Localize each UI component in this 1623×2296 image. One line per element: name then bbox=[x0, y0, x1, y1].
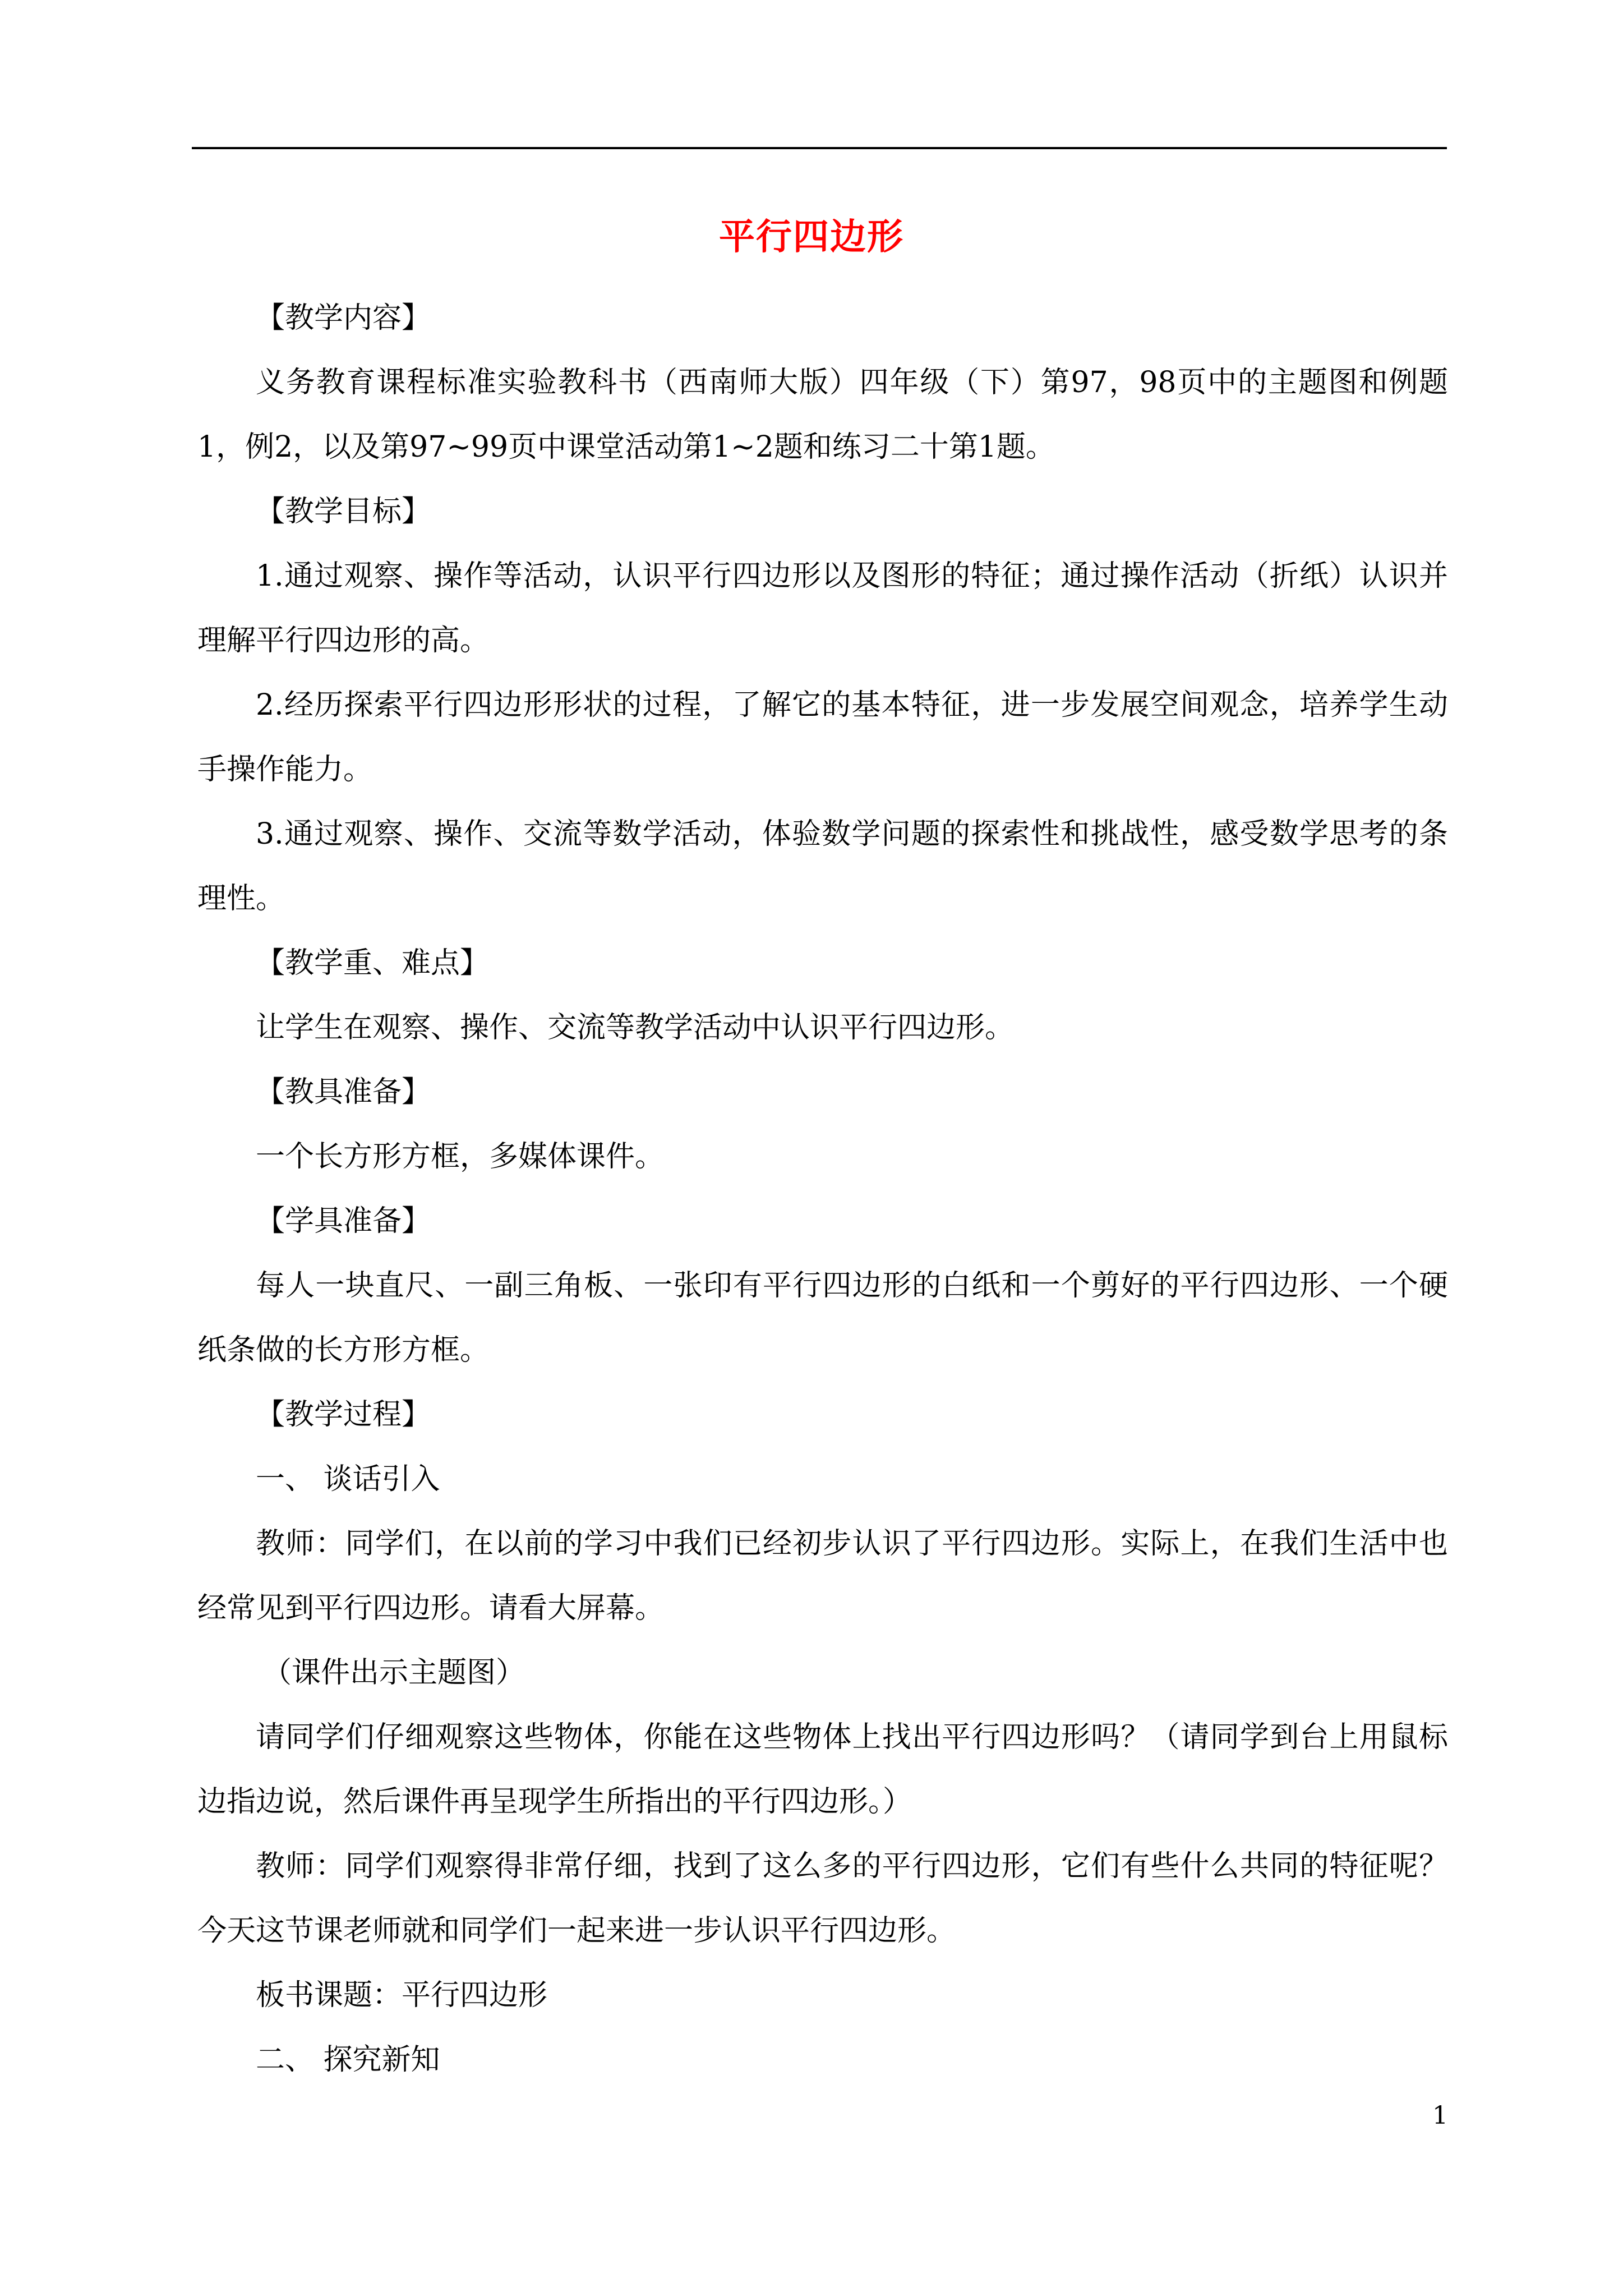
process-step-2-heading: 二、 探究新知 bbox=[256, 2043, 440, 2077]
process-step-1-heading: 一、 谈话引入 bbox=[256, 1462, 440, 1496]
document-title: 平行四边形 bbox=[719, 216, 904, 258]
objective-2: 2.经历探索平行四边形形状的过程，了解它的基本特征，进一步发展空间观念，培养学生动手操作能力。 bbox=[197, 688, 1448, 786]
teacher-intro-paragraph: 教师：同学们，在以前的学习中我们已经初步认识了平行四边形。实际上，在我们生活中也经常见到平行四边形。请看大屏幕。 bbox=[197, 1527, 1448, 1625]
section-heading-content: 【教学内容】 bbox=[256, 301, 431, 335]
board-title-paragraph: 板书课题：平行四边形 bbox=[256, 1978, 548, 2012]
teacher-summary-paragraph: 教师：同学们观察得非常仔细，找到了这么多的平行四边形，它们有些什么共同的特征呢？今天这节课老师就和同学们一起来进一步认识平行四边形。 bbox=[197, 1849, 1448, 1948]
section-heading-objectives: 【教学目标】 bbox=[256, 495, 431, 528]
section-heading-process: 【教学过程】 bbox=[256, 1398, 431, 1432]
key-points-paragraph: 让学生在观察、操作、交流等教学活动中认识平行四边形。 bbox=[256, 1011, 1015, 1045]
learning-aids-paragraph: 每人一块直尺、一副三角板、一张印有平行四边形的白纸和一个剪好的平行四边形、一个硬纸条做的长方形方框。 bbox=[197, 1269, 1448, 1367]
section-heading-teaching-aids: 【教具准备】 bbox=[256, 1075, 431, 1109]
teaching-aids-paragraph: 一个长方形方框，多媒体课件。 bbox=[256, 1140, 665, 1174]
objective-1: 1.通过观察、操作等活动，认识平行四边形以及图形的特征；通过操作活动（折纸）认识并理解平行四边形的高。 bbox=[197, 559, 1448, 657]
observation-paragraph: 请同学们仔细观察这些物体，你能在这些物体上找出平行四边形吗？（请同学到台上用鼠标边指边说，然后课件再呈现学生所指出的平行四边形。） bbox=[197, 1720, 1448, 1819]
document-body bbox=[197, 286, 1448, 2092]
header-rule bbox=[192, 147, 1447, 149]
objective-3: 3.通过观察、操作、交流等数学活动，体验数学问题的探索性和挑战性，感受数学思考的条理性。 bbox=[197, 817, 1448, 915]
content-paragraph: 义务教育课程标准实验教科书（西南师大版）四年级（下）第97，98页中的主题图和例题1，例2，以及第97~99页中课堂活动第1~2题和练习二十第1题。 bbox=[197, 366, 1448, 464]
courseware-note: （课件出示主题图） bbox=[262, 1656, 525, 1690]
section-heading-learning-aids: 【学具准备】 bbox=[256, 1204, 431, 1238]
page-number: 1 bbox=[1432, 2101, 1448, 2130]
section-heading-key-points: 【教学重、难点】 bbox=[256, 946, 490, 980]
